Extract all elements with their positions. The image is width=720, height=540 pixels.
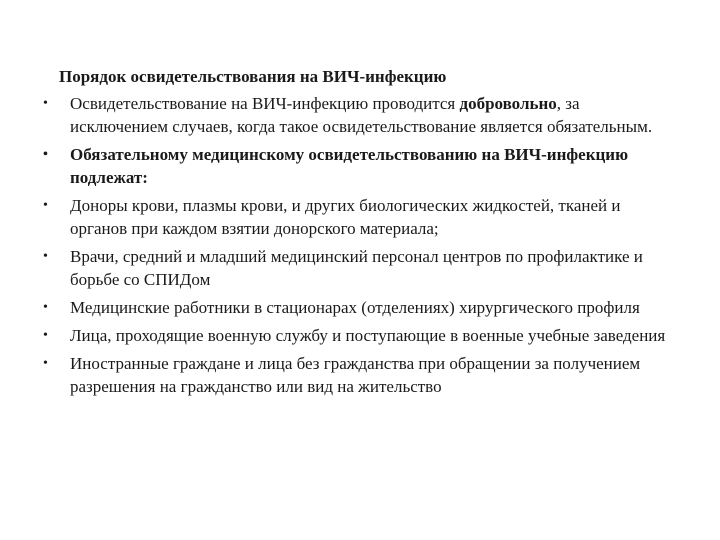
bullet-icon: • xyxy=(43,96,48,111)
list-item xyxy=(0,245,720,291)
item-text: Обязательному медицинскому освидетельствованию на ВИЧ-инфекцию подлежат: xyxy=(70,145,629,187)
slide-title: Порядок освидетельствования на ВИЧ-инфекцию xyxy=(59,67,447,86)
list-item xyxy=(0,324,720,347)
list-item xyxy=(0,194,720,240)
list-item xyxy=(0,296,720,319)
item-text: Лица, проходящие военную службу и поступающие в военные учебные заведения xyxy=(70,326,666,345)
list-item xyxy=(0,143,720,189)
list-item xyxy=(0,352,720,398)
bullet-icon: • xyxy=(43,356,48,371)
item-text: Врачи, средний и младший медицинский персонал центров по профилактике и борьбе со СПИДом xyxy=(70,247,643,289)
bullet-list xyxy=(0,92,720,403)
item-text: Доноры крови, плазмы крови, и других биологических жидкостей, тканей и органов при каждом взятии донорского материала; xyxy=(70,196,621,238)
item-text: Иностранные граждане и лица без гражданства при обращении за получением разрешения на гражданство или вид на жительство xyxy=(70,354,641,396)
list-item xyxy=(0,92,720,138)
item-text: , за исключением случаев, когда такое освидетельствование является обязательным. xyxy=(70,94,653,136)
bullet-icon: • xyxy=(43,328,48,343)
bullet-icon: • xyxy=(43,198,48,213)
item-text: Освидетельствование на ВИЧ-инфекцию проводится xyxy=(70,94,460,113)
item-text: Медицинские работники в стационарах (отделениях) хирургического профиля xyxy=(70,298,640,317)
bullet-icon: • xyxy=(43,300,48,315)
bullet-icon: • xyxy=(43,147,48,162)
item-emphasis: добровольно xyxy=(459,94,557,113)
bullet-icon: • xyxy=(43,249,48,264)
